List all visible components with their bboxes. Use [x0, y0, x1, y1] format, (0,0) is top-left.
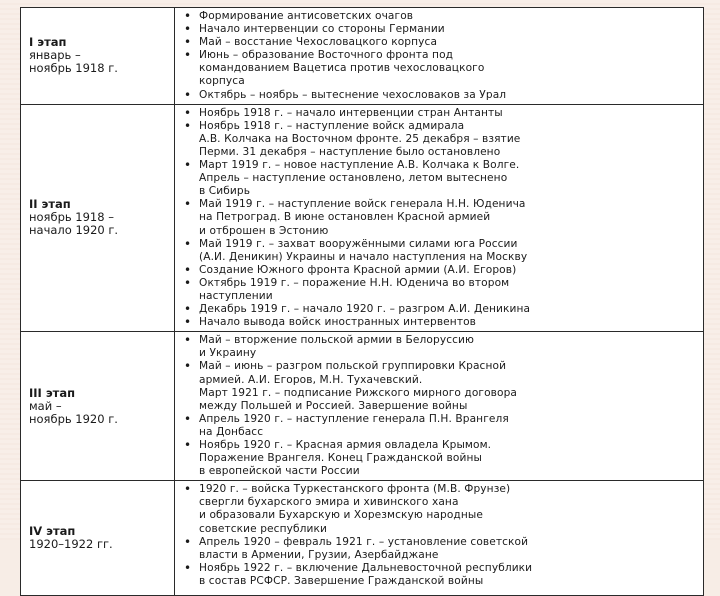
stage-name: II этап [29, 197, 71, 212]
stage-cell [21, 481, 175, 596]
events-list [181, 334, 699, 478]
list-item: • Апрель 1920 – февраль 1921 г. – установление советской власти в Армении, Грузии, Азербайджане [181, 536, 699, 562]
events-list [181, 483, 699, 588]
table-row-stage-4 [21, 481, 704, 596]
list-item: • Май 1919 г. – наступление войск генерала Н.Н. Юденича на Петроград. В июне остановлен Красной армией и отброшен в Эстонию [181, 198, 699, 237]
list-item: • Декабрь 1919 г. – начало 1920 г. – разгром А.И. Деникина [181, 303, 699, 316]
list-item: • Начало интервенции со стороны Германии [181, 23, 699, 36]
list-item: • Ноябрь 1918 г. – начало интервенции стран Антанты [181, 107, 699, 120]
list-item: • Март 1919 г. – новое наступление А.В. Колчака к Волге. Апрель – наступление остановлено, летом вытеснено в Сибирь [181, 159, 699, 198]
table-row-stage-1 [21, 8, 704, 105]
list-item: • Октябрь 1919 г. – поражение Н.Н. Юденича во втором наступлении [181, 277, 699, 303]
list-item: • Ноябрь 1920 г. – Красная армия овладела Крымом. Поражение Врангеля. Конец Гражданской войны в европейской части России [181, 439, 699, 478]
events-list [181, 10, 699, 102]
list-item: • Формирование антисоветских очагов [181, 10, 699, 23]
list-item: • Создание Южного фронта Красной армии (А.И. Егоров) [181, 264, 699, 277]
events-cell [175, 8, 704, 105]
list-item: • Май – вторжение польской армии в Белоруссию и Украину [181, 334, 699, 360]
table-row-stage-2 [21, 104, 704, 332]
list-item: • Май – июнь – разгром польской группировки Красной армией. А.И. Егоров, М.Н. Тухачевский. Март 1921 г. – подписание Рижского мирного договора между Польшей и Россией. Завершение войны [181, 360, 699, 412]
events-cell [175, 332, 704, 481]
stage-period: май – ноябрь 1920 г. [29, 398, 118, 426]
list-item: • Ноябрь 1918 г. – наступление войск адмирала А.В. Колчака на Восточном фронте. 25 декабря – взятие Перми. 31 декабря – наступление было остановлено [181, 120, 699, 159]
stage-cell [21, 104, 175, 332]
stage-cell [21, 8, 175, 105]
stage-name: IV этап [29, 524, 76, 539]
stage-period: ноябрь 1918 – начало 1920 г. [29, 210, 119, 238]
list-item: • Май – восстание Чехословацкого корпуса [181, 36, 699, 49]
list-item: • Ноябрь 1922 г. – включение Дальневосточной республики в состав РСФСР. Завершение Гражданской войны [181, 562, 699, 588]
stage-period: 1920–1922 гг. [29, 537, 113, 552]
stage-cell [21, 332, 175, 481]
events-list [181, 107, 699, 330]
list-item: • Май 1919 г. – захват вооружёнными силами юга России (А.И. Деникин) Украины и начало наступления на Москву [181, 238, 699, 264]
events-cell [175, 481, 704, 596]
stage-name: I этап [29, 35, 67, 50]
stage-name: III этап [29, 385, 76, 400]
table-row-stage-3 [21, 332, 704, 481]
list-item: • Апрель 1920 г. – наступление генерала П.Н. Врангеля на Донбасс [181, 413, 699, 439]
civil-war-stages-table [20, 7, 704, 596]
list-item: • Октябрь – ноябрь – вытеснение чехословаков за Урал [181, 89, 699, 102]
list-item: • Июнь – образование Восточного фронта под командованием Вацетиса против чехословацкого корпуса [181, 49, 699, 88]
stage-period: январь – ноябрь 1918 г. [29, 48, 118, 76]
events-cell [175, 104, 704, 332]
list-item: • Начало вывода войск иностранных интервентов [181, 316, 699, 329]
list-item: • 1920 г. – войска Туркестанского фронта (М.В. Фрунзе) свергли бухарского эмира и хивинского хана и образовали Бухарскую и Хорезмскую народные советские республики [181, 483, 699, 535]
